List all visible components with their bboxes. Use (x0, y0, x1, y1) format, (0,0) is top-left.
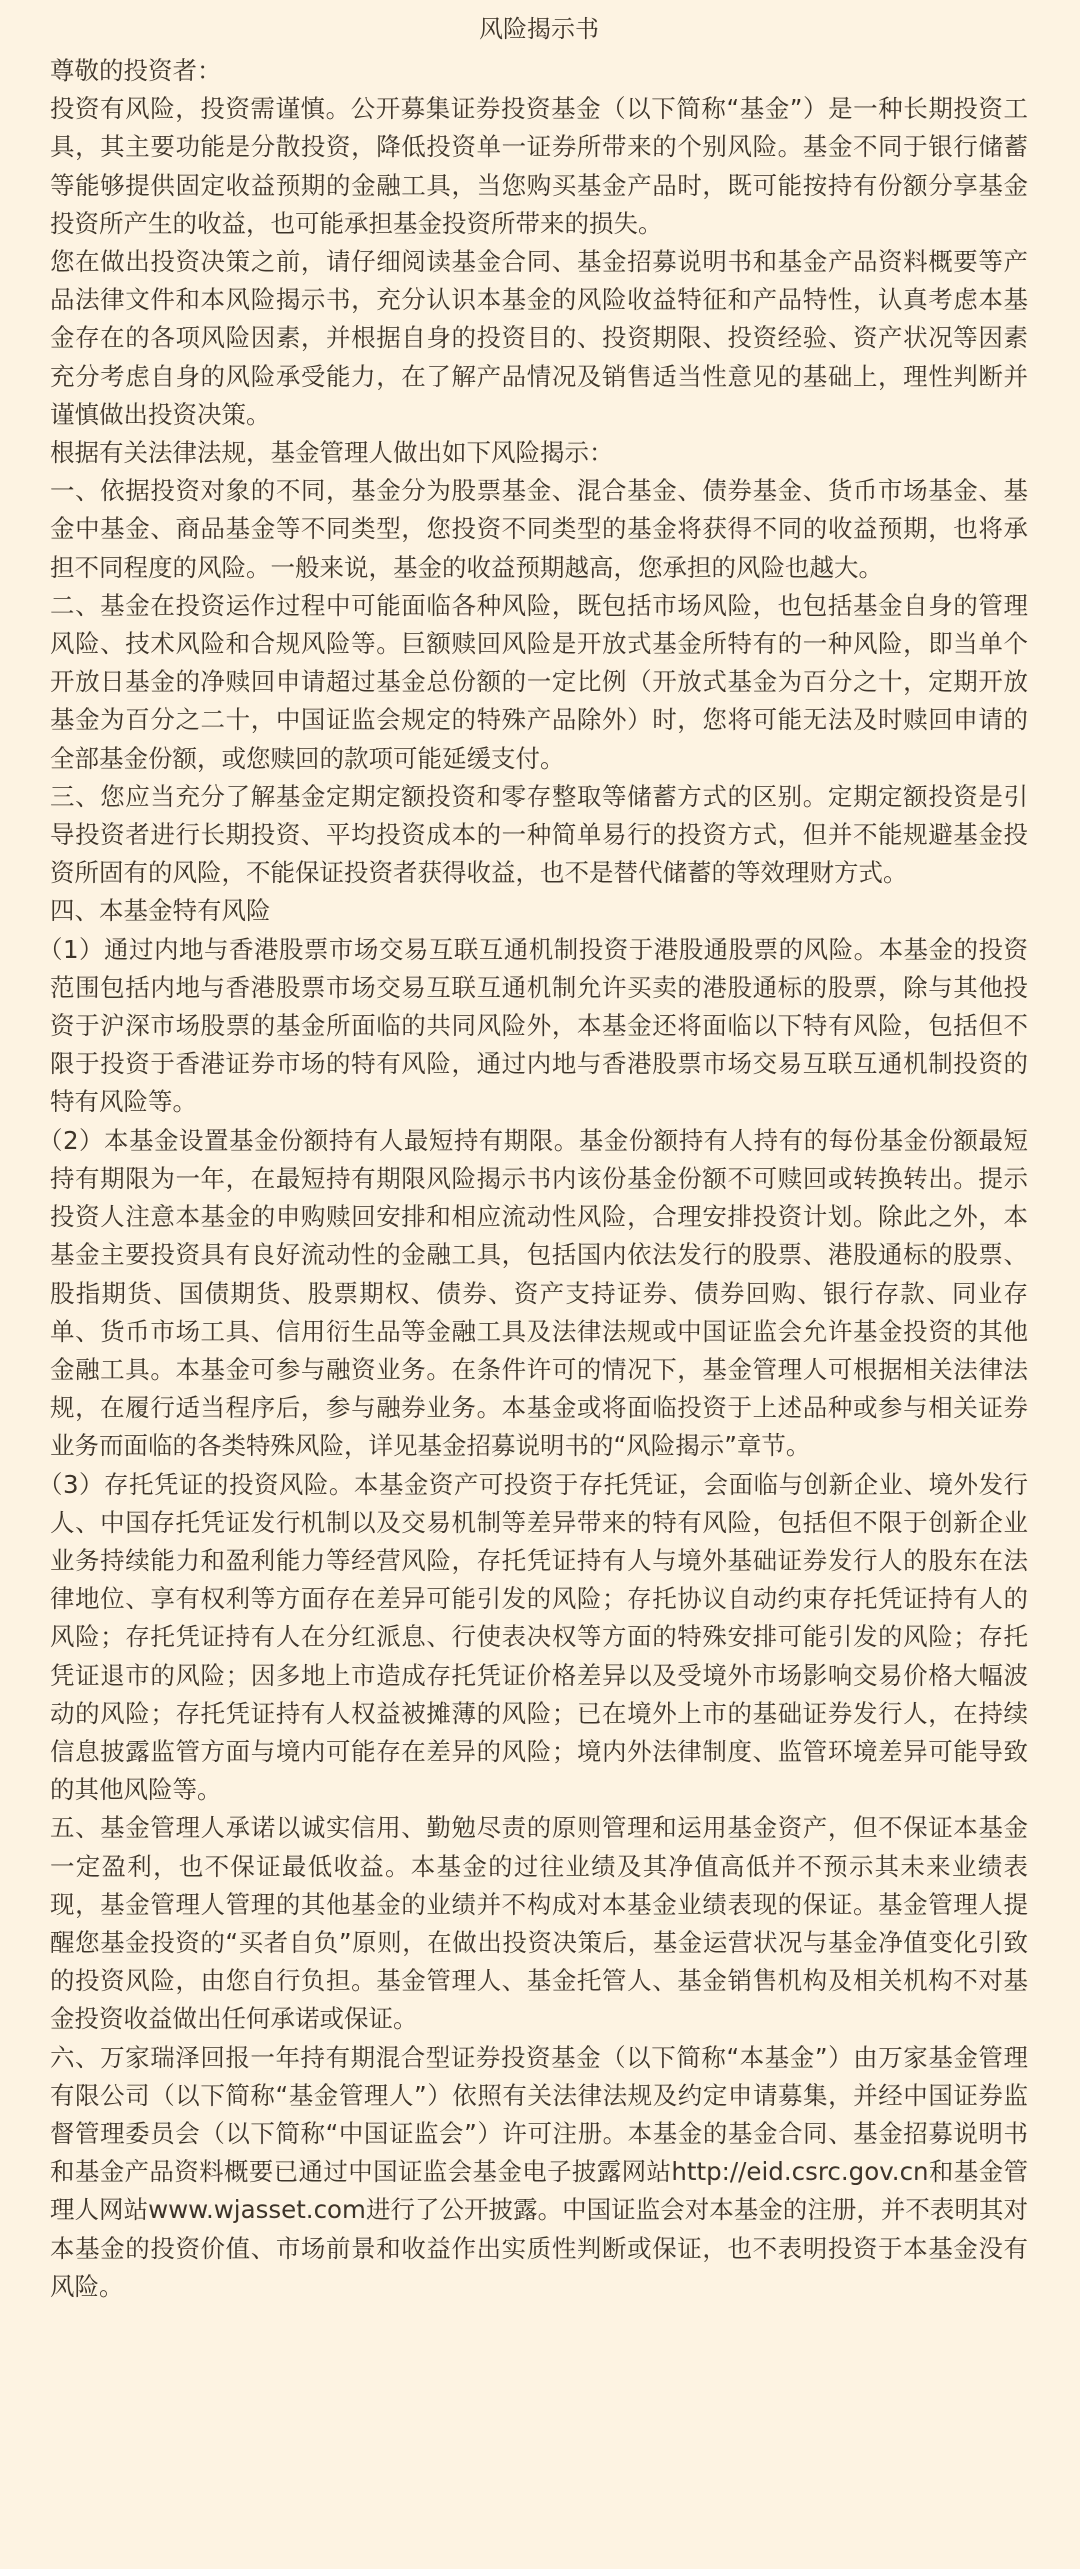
section-four-heading: 四、本基金特有风险 (50, 896, 271, 926)
section-four-item-1: （1）通过内地与香港股票市场交易互联互通机制投资于港股通股票的风险。本基金的投资范围包括内地与香港股票市场交易互联互通机制允许买卖的港股通标的股票，除与其他投资于沪深市场股票的基金所面临的共同风险外，本基金还将面临以下特有风险，包括但不限于投资于香港证券市场的特有风险，通过内地与香港股票市场交易互联互通机制投资的特有风险等。 (38, 934, 1028, 1117)
section-four-item-2: （2）本基金设置基金份额持有人最短持有期限。基金份额持有人持有的每份基金份额最短持有期限为一年，在最短持有期限风险揭示书内该份基金份额不可赎回或转换转出。提示投资人注意本基金的申购赎回安排和相应流动性风险，合理安排投资计划。除此之外，本基金主要投资具有良好流动性的金融工具，包括国内依法发行的股票、港股通标的股票、股指期货、国债期货、股票期权、债券、资产支持证券、债券回购、银行存款、同业存单、货币市场工具、信用衍生品等金融工具及法律法规或中国证监会允许基金投资的其他金融工具。本基金可参与融资业务。在条件许可的情况下，基金管理人可根据相关法律法规，在履行适当程序后，参与融券业务。本基金或将面临投资于上述品种或参与相关证券业务而面临的各类特殊风险，详见基金招募说明书的“风险揭示”章节。 (38, 1125, 1028, 1461)
document-body (38, 52, 1028, 2306)
section-six: 六、万家瑞泽回报一年持有期混合型证券投资基金（以下简称“本基金”）由万家基金管理有限公司（以下简称“基金管理人”）依照有关法律法规及约定申请募集，并经中国证券监督管理委员会（以下简称“中国证监会”）许可注册。本基金的基金合同、基金招募说明书和基金产品资料概要已通过中国证监会基金电子披露网站http://eid.csrc.gov.cn和基金管理人网站www.wjasset.com进行了公开披露。中国证监会对本基金的注册，并不表明其对本基金的投资价值、市场前景和收益作出实质性判断或保证，也不表明投资于本基金没有风险。 (50, 2042, 1028, 2301)
section-five: 五、基金管理人承诺以诚实信用、勤勉尽责的原则管理和运用基金资产，但不保证本基金一定盈利，也不保证最低收益。本基金的过往业绩及其净值高低并不预示其未来业绩表现，基金管理人管理的其他基金的业绩并不构成对本基金业绩表现的保证。基金管理人提醒您基金投资的“买者自负”原则，在做出投资决策后，基金运营状况与基金净值变化引致的投资风险，由您自行负担。基金管理人、基金托管人、基金销售机构及相关机构不对基金投资收益做出任何承诺或保证。 (50, 1813, 1028, 2034)
section-two: 二、基金在投资运作过程中可能面临各种风险，既包括市场风险，也包括基金自身的管理风险、技术风险和合规风险等。巨额赎回风险是开放式基金所特有的一种风险，即当单个开放日基金的净赎回申请超过基金总份额的一定比例（开放式基金为百分之十，定期开放基金为百分之二十，中国证监会规定的特殊产品除外）时，您将可能无法及时赎回申请的全部基金份额，或您赎回的款项可能延缓支付。 (50, 590, 1028, 773)
section-one: 一、依据投资对象的不同，基金分为股票基金、混合基金、债券基金、货币市场基金、基金中基金、商品基金等不同类型，您投资不同类型的基金将获得不同的收益预期，也将承担不同程度的风险。一般来说，基金的收益预期越高，您承担的风险也越大。 (50, 476, 1028, 582)
paragraph-intro: 投资有风险，投资需谨慎。公开募集证券投资基金（以下简称“基金”）是一种长期投资工具，其主要功能是分散投资，降低投资单一证券所带来的个别风险。基金不同于银行储蓄等能够提供固定收益预期的金融工具，当您购买基金产品时，既可能按持有份额分享基金投资所产生的收益，也可能承担基金投资所带来的损失。 (50, 94, 1028, 238)
paragraph-lead-in: 根据有关法律法规，基金管理人做出如下风险揭示： (50, 438, 614, 468)
paragraph-advice: 您在做出投资决策之前，请仔细阅读基金合同、基金招募说明书和基金产品资料概要等产品法律文件和本风险揭示书，充分认识本基金的风险收益特征和产品特性，认真考虑本基金存在的各项风险因素，并根据自身的投资目的、投资期限、投资经验、资产状况等因素充分考虑自身的风险承受能力，在了解产品情况及销售适当性意见的基础上，理性判断并谨慎做出投资决策。 (50, 247, 1028, 429)
section-three: 三、您应当充分了解基金定期定额投资和零存整取等储蓄方式的区别。定期定额投资是引导投资者进行长期投资、平均投资成本的一种简单易行的投资方式，但并不能规避基金投资所固有的风险，不能保证投资者获得收益，也不是替代储蓄的等效理财方式。 (50, 781, 1028, 888)
salutation: 尊敬的投资者： (50, 56, 222, 85)
page-title: 风险揭示书 (479, 15, 599, 43)
section-four-item-3: （3）存托凭证的投资风险。本基金资产可投资于存托凭证，会面临与创新企业、境外发行人、中国存托凭证发行机制以及交易机制等差异带来的特有风险，包括但不限于创新企业业务持续能力和盈利能力等经营风险，存托凭证持有人与境外基础证券发行人的股东在法律地位、享有权利等方面存在差异可能引发的风险；存托协议自动约束存托凭证持有人的风险；存托凭证持有人在分红派息、行使表决权等方面的特殊安排可能引发的风险；存托凭证退市的风险；因多地上市造成存托凭证价格差异以及受境外市场影响交易价格大幅波动的风险；存托凭证持有人权益被摊薄的风险；已在境外上市的基础证券发行人，在持续信息披露监管方面与境内可能存在差异的风险；境内外法律制度、监管环境差异可能导致的其他风险等。 (38, 1469, 1028, 1805)
